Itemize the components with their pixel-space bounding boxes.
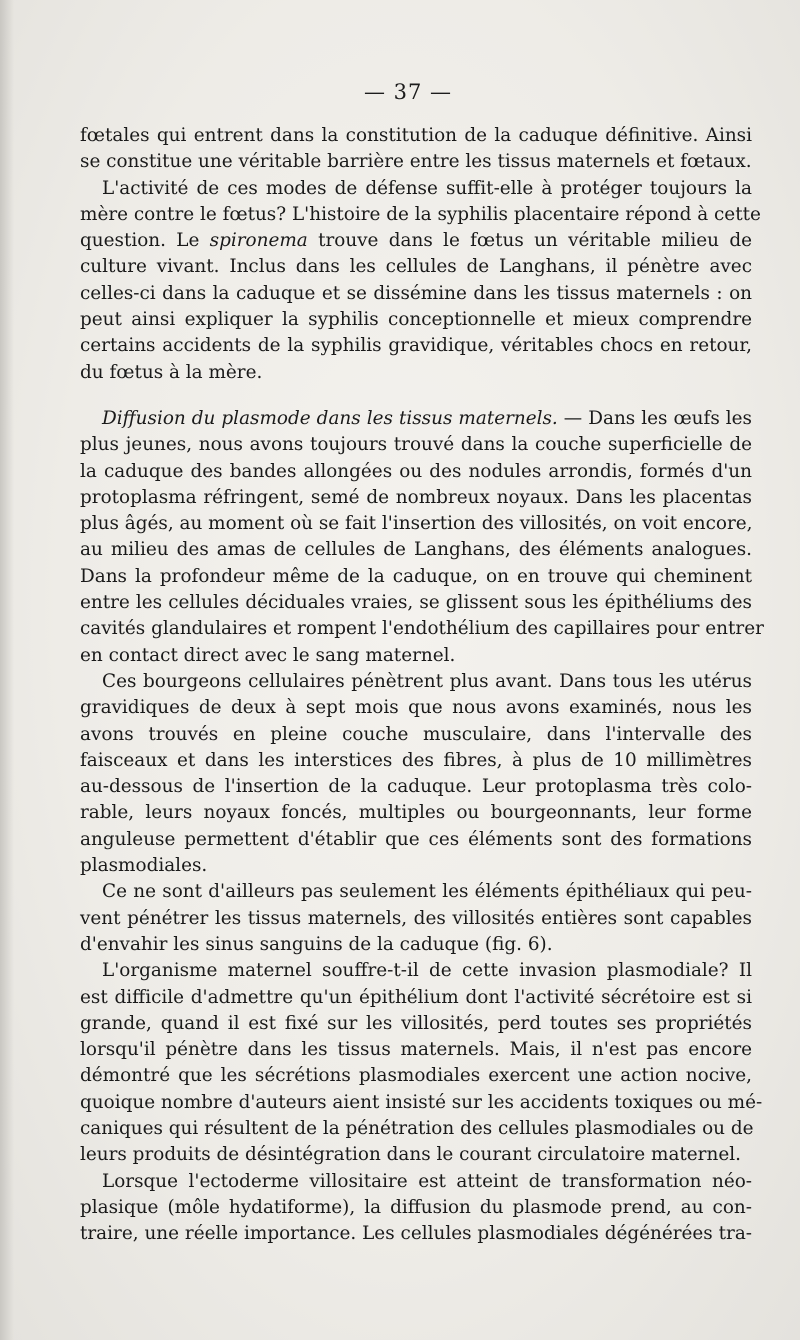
text-line: lorsqu'il pénètre dans les tissus maternels. Mais, il n'est pas encore [80,1039,752,1061]
text-segment: trouve dans le fœtus un véritable milieu de [307,230,752,252]
text-line: au milieu des amas de cellules de Langhans, des éléments analogues. [80,539,752,561]
page-body-text [80,123,764,1247]
text-line: d'envahir les sinus sanguins de la caduque (fig. 6). [80,933,553,955]
page-gutter-shadow [0,0,14,1340]
text-segment: question. Le [80,230,210,252]
text-line: Lorsque l'ectoderme villositaire est atteint de transformation néo- [102,1170,752,1192]
text-line: rable, leurs noyaux foncés, multiples ou bourgeonnants, leur forme [80,802,752,824]
text-line: leurs produits de désintégration dans le courant circulatoire maternel. [80,1144,741,1166]
text-line: démontré que les sécrétions plasmodiales exercent une action nocive, [80,1065,752,1087]
section-heading: Diffusion du plasmode dans les tissus maternels. [102,407,558,429]
text-line: L'organisme maternel souffre-t-il de cette invasion plasmodiale? Il [102,960,752,982]
text-line: au-dessous de l'insertion de la caduque. Leur protoplasma très colo- [80,776,752,798]
text-line: culture vivant. Inclus dans les cellules de Langhans, il pénètre avec [80,256,752,278]
text-line: L'activité de ces modes de défense suffit-elle à protéger toujours la [102,177,752,199]
text-line: celles-ci dans la caduque et se dissémine dans les tissus maternels : on [80,282,752,304]
text-line: du fœtus à la mère. [80,361,263,383]
text-line: avons trouvés en pleine couche musculaire, dans l'intervalle des [80,723,752,745]
text-line: grande, quand il est fixé sur les villosités, perd toutes ses propriétés [80,1012,752,1034]
text-line: mère contre le fœtus? L'histoire de la syphilis placentaire répond à cette [80,203,761,225]
text-line: Dans la profondeur même de la caduque, on en trouve qui cheminent [80,565,752,587]
text-line: traire, une réelle importance. Les cellules plasmodiales dégénérées tra- [80,1223,752,1245]
text-line: fœtales qui entrent dans la constitution de la caduque définitive. Ainsi [80,125,752,146]
text-line: cavités glandulaires et rompent l'endothélium des capillaires pour entrer [80,618,764,640]
text-line: vent pénétrer les tissus maternels, des villosités entières sont capables [80,907,752,929]
text-line: se constitue une véritable barrière entre les tissus maternels et fœtaux. [80,151,752,173]
text-line: protoplasma réfringent, semé de nombreux noyaux. Dans les placentas [80,486,752,508]
text-line: anguleuse permettent d'établir que ces éléments sont des formations [80,828,752,850]
text-line: faisceaux et dans les interstices des fibres, à plus de 10 millimètres [80,749,752,771]
text-line: certains accidents de la syphilis gravidique, véritables chocs en retour, [80,335,752,357]
text-line: caniques qui résultent de la pénétration des cellules plasmodiales ou de [80,1117,754,1139]
text-line: en contact direct avec le sang maternel. [80,644,456,666]
text-line: Ce ne sont d'ailleurs pas seulement les éléments épithéliaux qui peu- [102,881,752,903]
text-segment: — Dans les œufs les [557,407,752,429]
text-line: est difficile d'admettre qu'un épithélium dont l'activité sécrétoire est si [80,986,752,1008]
text-line: peut ainsi expliquer la syphilis conceptionnelle et mieux comprendre [80,309,752,331]
text-line: entre les cellules déciduales vraies, se glissent sous les épithéliums des [80,592,752,614]
section-gap [80,386,752,406]
text-line: plasmodiales. [80,855,208,877]
text-line-with-italic [80,228,752,254]
text-line: plus âgés, au moment où se fait l'insertion des villosités, on voit encore, [80,513,753,535]
text-line: Ces bourgeons cellulaires pénètrent plus avant. Dans tous les utérus [102,670,752,692]
page-number: — 37 — [363,80,453,104]
italic-term-spironema: spironema [209,230,308,252]
text-line: quoique nombre d'auteurs aient insisté sur les accidents toxiques ou mé- [80,1091,763,1113]
text-line: gravidiques de deux à sept mois que nous avons examinés, nous les [80,697,752,719]
section-heading-line [80,406,752,432]
text-line: plasique (môle hydatiforme), la diffusion du plasmode prend, au con- [80,1196,752,1218]
text-line: la caduque des bandes allongées ou des nodules arrondis, formés d'un [80,460,752,482]
text-line: plus jeunes, nous avons toujours trouvé dans la couche superficielle de [80,434,752,456]
